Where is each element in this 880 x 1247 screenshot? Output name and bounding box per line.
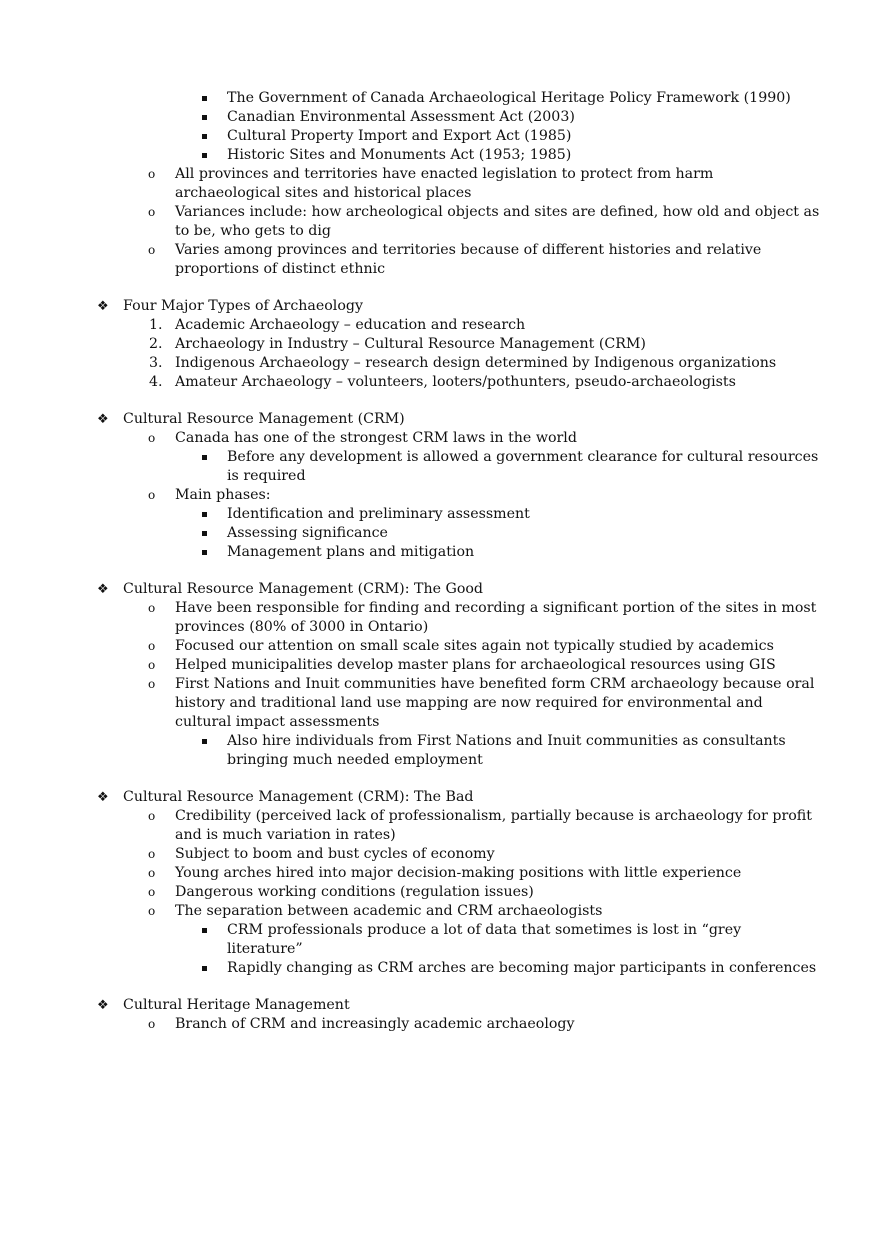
- list-item-text: Indigenous Archaeology – research design determined by Indigenous organizations: [175, 355, 777, 371]
- square-bullet-icon: [201, 108, 209, 127]
- section-heading-text: Cultural Resource Management (CRM): [123, 411, 405, 427]
- list-item-text: The separation between academic and CRM archaeologists: [175, 903, 603, 919]
- list-number: 4.: [149, 374, 163, 390]
- list-item-text: Focused our attention on small scale sites again not typically studied by academics: [175, 638, 774, 654]
- circle-bullet-icon: o: [148, 205, 156, 219]
- list-number: 1.: [149, 317, 163, 333]
- section-heading-bad: [0, 788, 880, 807]
- list-item: [0, 807, 880, 845]
- circle-bullet-icon: o: [148, 904, 156, 918]
- list-item: [0, 1015, 880, 1034]
- circle-bullet-icon: o: [148, 431, 156, 445]
- square-bullet-icon: [201, 524, 209, 543]
- circle-bullet-icon: o: [148, 167, 156, 181]
- diamond-bullet-icon: ❖: [97, 790, 109, 805]
- circle-bullet-icon: o: [148, 866, 156, 880]
- list-item: [0, 599, 880, 637]
- section-gap: [0, 562, 880, 580]
- circle-bullet-icon: o: [148, 847, 156, 861]
- list-item: [0, 316, 880, 335]
- list-item: [0, 845, 880, 864]
- list-item: [0, 335, 880, 354]
- square-bullet-icon: [201, 146, 209, 165]
- list-item-text: Subject to boom and bust cycles of economy: [175, 846, 495, 862]
- list-item: [0, 354, 880, 373]
- list-item-text: Amateur Archaeology – volunteers, looters/pothunters, pseudo-archaeologists: [175, 374, 736, 390]
- list-item: [0, 448, 880, 486]
- list-item: [0, 656, 880, 675]
- list-item: [0, 883, 880, 902]
- list-item-text: Academic Archaeology – education and research: [175, 317, 526, 333]
- section-gap: [0, 392, 880, 410]
- list-item: [0, 675, 880, 732]
- diamond-bullet-icon: ❖: [97, 998, 109, 1013]
- list-item: [0, 543, 880, 562]
- circle-bullet-icon: o: [148, 677, 156, 691]
- list-item: [0, 524, 880, 543]
- circle-bullet-icon: o: [148, 243, 156, 257]
- list-item: [0, 637, 880, 656]
- list-item: [0, 959, 880, 978]
- list-item-text: Before any development is allowed a government clearance for cultural resources is required: [227, 449, 819, 484]
- section-heading-crm: [0, 410, 880, 429]
- list-item-text: The Government of Canada Archaeological Heritage Policy Framework (1990): [227, 90, 791, 106]
- section-gap: [0, 770, 880, 788]
- square-bullet-icon: [201, 448, 209, 467]
- section-heading-types: [0, 297, 880, 316]
- list-item-text: Dangerous working conditions (regulation issues): [175, 884, 534, 900]
- list-number: 3.: [149, 355, 163, 371]
- list-item-text: Rapidly changing as CRM arches are becoming major participants in conferences: [227, 960, 817, 976]
- list-item-text: Helped municipalities develop master plans for archaeological resources using GIS: [175, 657, 776, 673]
- list-item: [0, 89, 880, 108]
- document-page: [0, 89, 880, 1034]
- list-item-text: Branch of CRM and increasingly academic archaeology: [175, 1016, 575, 1032]
- list-item: [0, 732, 880, 770]
- circle-bullet-icon: o: [148, 658, 156, 672]
- diamond-bullet-icon: ❖: [97, 412, 109, 427]
- circle-bullet-icon: o: [148, 601, 156, 615]
- list-number: 2.: [149, 336, 163, 352]
- list-item: [0, 864, 880, 883]
- section-gap: [0, 279, 880, 297]
- list-item-text: All provinces and territories have enacted legislation to protect from harm archaeological sites and historical places: [175, 166, 714, 201]
- list-item: [0, 203, 880, 241]
- circle-bullet-icon: o: [148, 809, 156, 823]
- list-item-text: Assessing significance: [227, 525, 388, 541]
- list-item: [0, 108, 880, 127]
- list-item: [0, 146, 880, 165]
- square-bullet-icon: [201, 921, 209, 940]
- circle-bullet-icon: o: [148, 488, 156, 502]
- list-item-text: Canada has one of the strongest CRM laws in the world: [175, 430, 577, 446]
- circle-bullet-icon: o: [148, 885, 156, 899]
- list-item-text: Main phases:: [175, 487, 271, 503]
- list-item: [0, 921, 880, 959]
- section-heading-text: Cultural Resource Management (CRM): The Bad: [123, 789, 474, 805]
- list-item-text: Young arches hired into major decision-making positions with little experience: [175, 865, 742, 881]
- list-item-text: Varies among provinces and territories because of different histories and relative proportions of distinct ethnic: [175, 242, 762, 277]
- list-item-text: Identification and preliminary assessment: [227, 506, 530, 522]
- square-bullet-icon: [201, 89, 209, 108]
- square-bullet-icon: [201, 543, 209, 562]
- list-item: [0, 902, 880, 921]
- diamond-bullet-icon: ❖: [97, 582, 109, 597]
- section-heading-text: Four Major Types of Archaeology: [123, 298, 363, 314]
- section-gap: [0, 978, 880, 996]
- square-bullet-icon: [201, 732, 209, 751]
- list-item-text: Historic Sites and Monuments Act (1953; 1985): [227, 147, 572, 163]
- list-item: [0, 429, 880, 448]
- list-item: [0, 127, 880, 146]
- list-item-text: Cultural Property Import and Export Act (1985): [227, 128, 572, 144]
- list-item-text: Also hire individuals from First Nations and Inuit communities as consultants bringing much needed employment: [227, 733, 786, 768]
- list-item: [0, 241, 880, 279]
- square-bullet-icon: [201, 127, 209, 146]
- list-item: [0, 165, 880, 203]
- list-item-text: Canadian Environmental Assessment Act (2003): [227, 109, 575, 125]
- list-item-text: CRM professionals produce a lot of data that sometimes is lost in “grey literature”: [227, 922, 742, 957]
- list-item-text: Management plans and mitigation: [227, 544, 475, 560]
- circle-bullet-icon: o: [148, 639, 156, 653]
- circle-bullet-icon: o: [148, 1017, 156, 1031]
- list-item-text: Have been responsible for finding and recording a significant portion of the sites in most provinces (80% of 3000 in Ontario): [175, 600, 817, 635]
- list-item-text: Credibility (perceived lack of professionalism, partially because is archaeology for profit and is much variation in rates): [175, 808, 812, 843]
- section-heading-heritage: [0, 996, 880, 1015]
- list-item: [0, 373, 880, 392]
- diamond-bullet-icon: ❖: [97, 299, 109, 314]
- list-item-text: Variances include: how archeological objects and sites are defined, how old and object as to be, who gets to dig: [175, 204, 820, 239]
- section-heading-text: Cultural Heritage Management: [123, 997, 350, 1013]
- square-bullet-icon: [201, 505, 209, 524]
- square-bullet-icon: [201, 959, 209, 978]
- section-heading-good: [0, 580, 880, 599]
- list-item: [0, 486, 880, 505]
- section-heading-text: Cultural Resource Management (CRM): The Good: [123, 581, 484, 597]
- list-item-text: First Nations and Inuit communities have benefited form CRM archaeology because oral history and traditional land use mapping are now required for environmental and cultural impact assessments: [175, 676, 815, 730]
- list-item: [0, 505, 880, 524]
- list-item-text: Archaeology in Industry – Cultural Resource Management (CRM): [175, 336, 646, 352]
